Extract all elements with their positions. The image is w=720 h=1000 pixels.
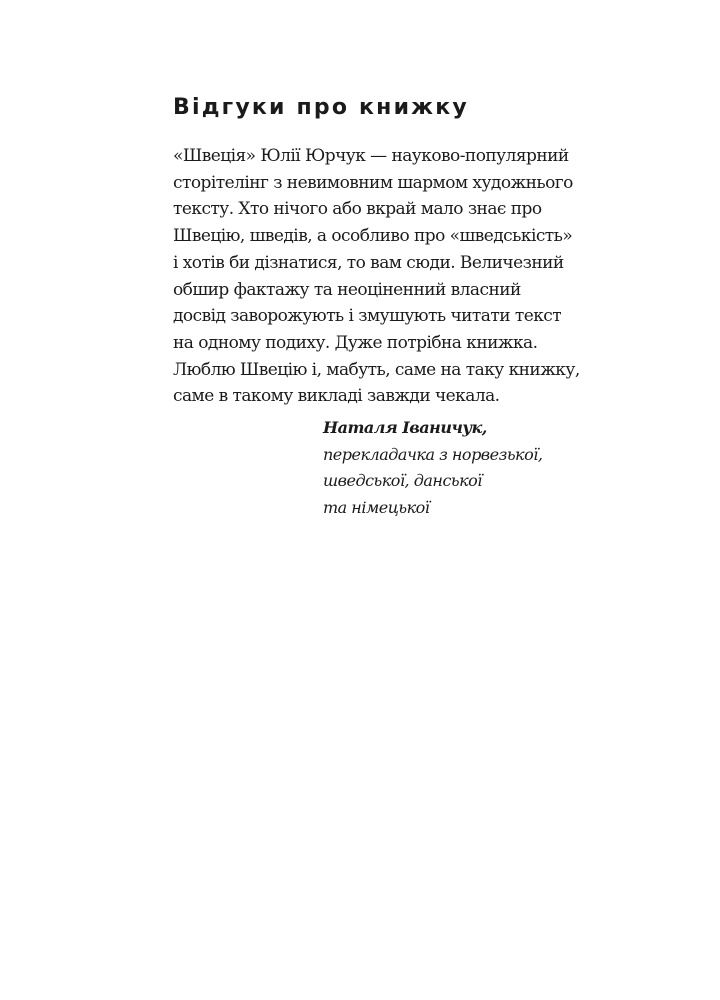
review-text: [173, 143, 593, 410]
review-line: обшир фактажу та неоціненний власний: [173, 279, 521, 300]
review-attribution: [323, 415, 573, 521]
review-line: «Швеція» Юлії Юрчук — науково-популярний: [173, 146, 569, 166]
page-title: Відгуки про книжку: [173, 95, 469, 120]
author-role-line: перекладачка з норвезької,: [323, 444, 543, 464]
review-line: досвід заворожують і змушують читати текст: [173, 306, 562, 327]
review-line: і хотів би дізнатися, то вам сюди. Величезний: [173, 252, 564, 273]
author-name: Наталя Іваничук,: [323, 418, 487, 437]
review-line: Швецію, шведів, а особливо про «шведськість»: [173, 226, 573, 247]
review-line: сторітелінг з невимовним шармом художнього: [173, 172, 573, 193]
author-role-line: та німецької: [323, 497, 430, 517]
author-role-line: шведської, данської: [323, 471, 482, 490]
review-line: саме в такому викладі завжди чекала.: [173, 386, 500, 407]
review-line: тексту. Хто нічого або вкрай мало знає про: [173, 199, 542, 220]
review-line: Люблю Швецію і, мабуть, саме на таку книжку,: [173, 359, 580, 380]
review-line: на одному подиху. Дуже потрібна книжка.: [173, 332, 538, 353]
